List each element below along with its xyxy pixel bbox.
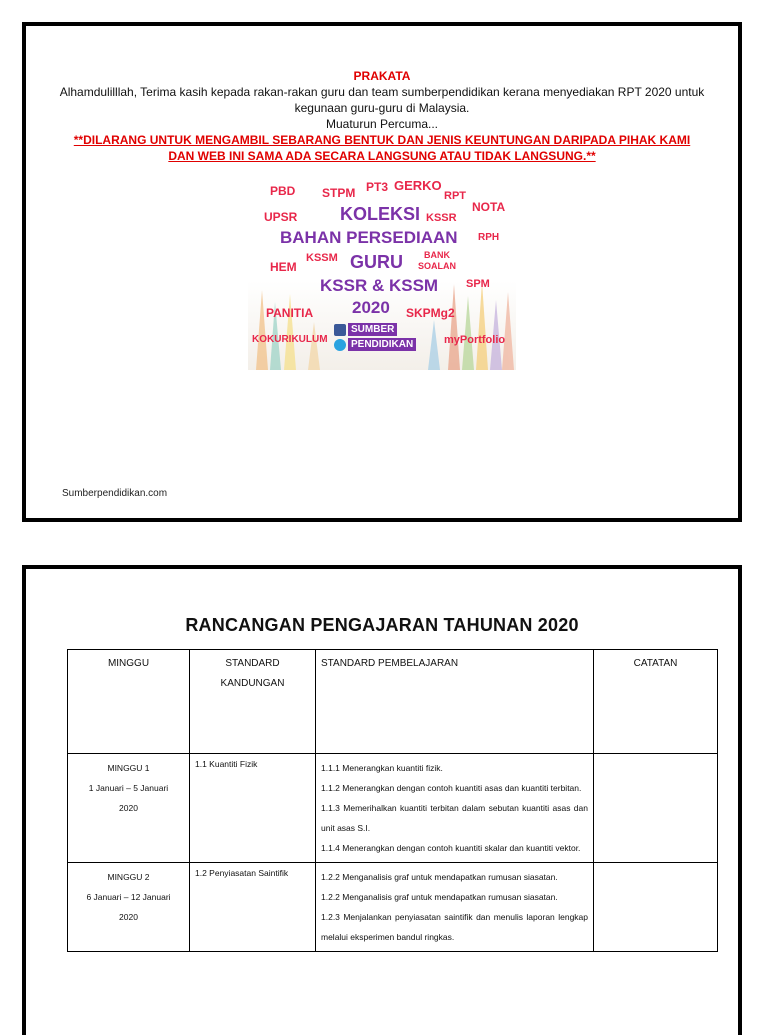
document-title: RANCANGAN PENGAJARAN TAHUNAN 2020 [185,615,579,635]
poster-headline-bahan: BAHAN PERSEDIAAN [280,228,458,247]
poster-tag-soalan: SOALAN [418,261,456,271]
standard-pembelajaran-cell [316,863,594,952]
poster-headline-year: 2020 [352,298,390,317]
poster-tag-skpmg2: SKPMg2 [406,306,455,320]
preface-warning: **DILARANG UNTUK MENGAMBIL SEBARANG BENTUK DAN JENIS KEUNTUNGAN DARIPADA PIHAK KAMI DAN WEB INI SAMA ADA SECARA LANGSUNG ATAU TIDAK LANGSUNG.** [73,133,691,163]
preface-text-line3: Muaturun Percuma... [325,117,439,131]
learning-item: 1.2.3 Menjalankan penyiasatan saintifik dan menulis laporan lengkap melalui eksperimen bandul ringkas. [321,912,588,942]
facebook-icon [334,324,346,336]
poster-tag-pt3: PT3 [366,180,389,194]
poster-tag-myportfolio: myPortfolio [444,334,506,346]
table-row [68,754,718,863]
header-standard-kandungan-line2: KANDUNGAN [220,678,285,689]
header-minggu: MINGGU [68,650,190,754]
week-dates: 6 Januari – 12 Januari [86,892,171,902]
rpt-table [67,649,718,952]
learning-item: 1.1.1 Menerangkan kuantiti fizik. [321,763,443,773]
poster-tag-rph: RPH [478,232,500,243]
poster-tag-nota: NOTA [472,200,506,214]
catatan-cell [594,754,718,863]
poster-brand-pendidikan: PENDIDIKAN [348,338,416,351]
footer-website: Sumberpendidikan.com [62,488,168,499]
header-standard-kandungan-line1: STANDARD [225,658,280,669]
week-dates: 1 Januari – 5 Januari [88,783,169,793]
poster-tag-spm: SPM [466,278,490,290]
table-row [68,863,718,952]
poster-tag-gerko: GERKO [394,178,442,193]
poster-tag-hem: HEM [270,260,297,274]
poster-headline-koleksi: KOLEKSI [340,204,421,224]
poster-tag-kssr: KSSR [426,212,457,224]
poster-brand-sumber: SUMBER [348,323,397,336]
learning-item: 1.2.2 Menganalisis graf untuk mendapatkan rumusan siasatan. [321,892,558,902]
poster-tag-panitia: PANITIA [266,306,314,320]
poster-tag-upsr: UPSR [264,210,298,224]
table-header-row [68,650,718,754]
week-cell [68,754,190,863]
learning-item: 1.1.2 Menerangkan dengan contoh kuantiti asas dan kuantiti terbitan. [321,783,582,793]
preface-title: PRAKATA [353,69,411,83]
standard-kandungan-cell: 1.2 Penyiasatan Saintifik [190,863,316,952]
header-standard-kandungan [190,650,316,754]
week-year: 2020 [119,912,138,922]
poster-tag-rpt: RPT [444,190,466,202]
week-year: 2020 [119,803,138,813]
poster-headline-guru: GURU [350,252,403,272]
poster-tag-pbd: PBD [270,184,296,198]
preface-text-line2: kegunaan guru-guru di Malaysia. [294,101,470,115]
telegram-icon [334,339,346,351]
learning-item: 1.1.4 Menerangkan dengan contoh kuantiti skalar dan kuantiti vektor. [321,843,581,853]
rpt-page [22,565,742,1035]
standard-pembelajaran-cell [316,754,594,863]
learning-item: 1.2.2 Menganalisis graf untuk mendapatkan rumusan siasatan. [321,872,558,882]
preface-text-line1: Alhamdulilllah, Terima kasih kepada rakan-rakan guru dan team sumberpendidikan kerana menyediakan RPT 2020 untuk [59,85,705,99]
week-label: MINGGU 2 [107,872,150,882]
poster-headline-kssr-kssm: KSSR & KSSM [320,276,439,295]
week-label: MINGGU 1 [107,763,150,773]
promo-poster-image [248,172,516,370]
poster-tag-bank: BANK [424,250,450,260]
standard-kandungan-cell: 1.1 Kuantiti Fizik [190,754,316,863]
header-standard-pembelajaran: STANDARD PEMBELAJARAN [316,650,594,754]
poster-tag-stpm: STPM [322,186,356,200]
poster-tag-kokurikulum: KOKURIKULUM [252,334,328,345]
poster-tag-kssm: KSSM [306,252,338,264]
week-cell [68,863,190,952]
preface-page [22,22,742,522]
catatan-cell [594,863,718,952]
learning-item: 1.1.3 Memerihalkan kuantiti terbitan dalam sebutan kuantiti asas dan unit asas S.I. [321,803,588,833]
preface-section [26,26,738,164]
header-catatan: CATATAN [594,650,718,754]
